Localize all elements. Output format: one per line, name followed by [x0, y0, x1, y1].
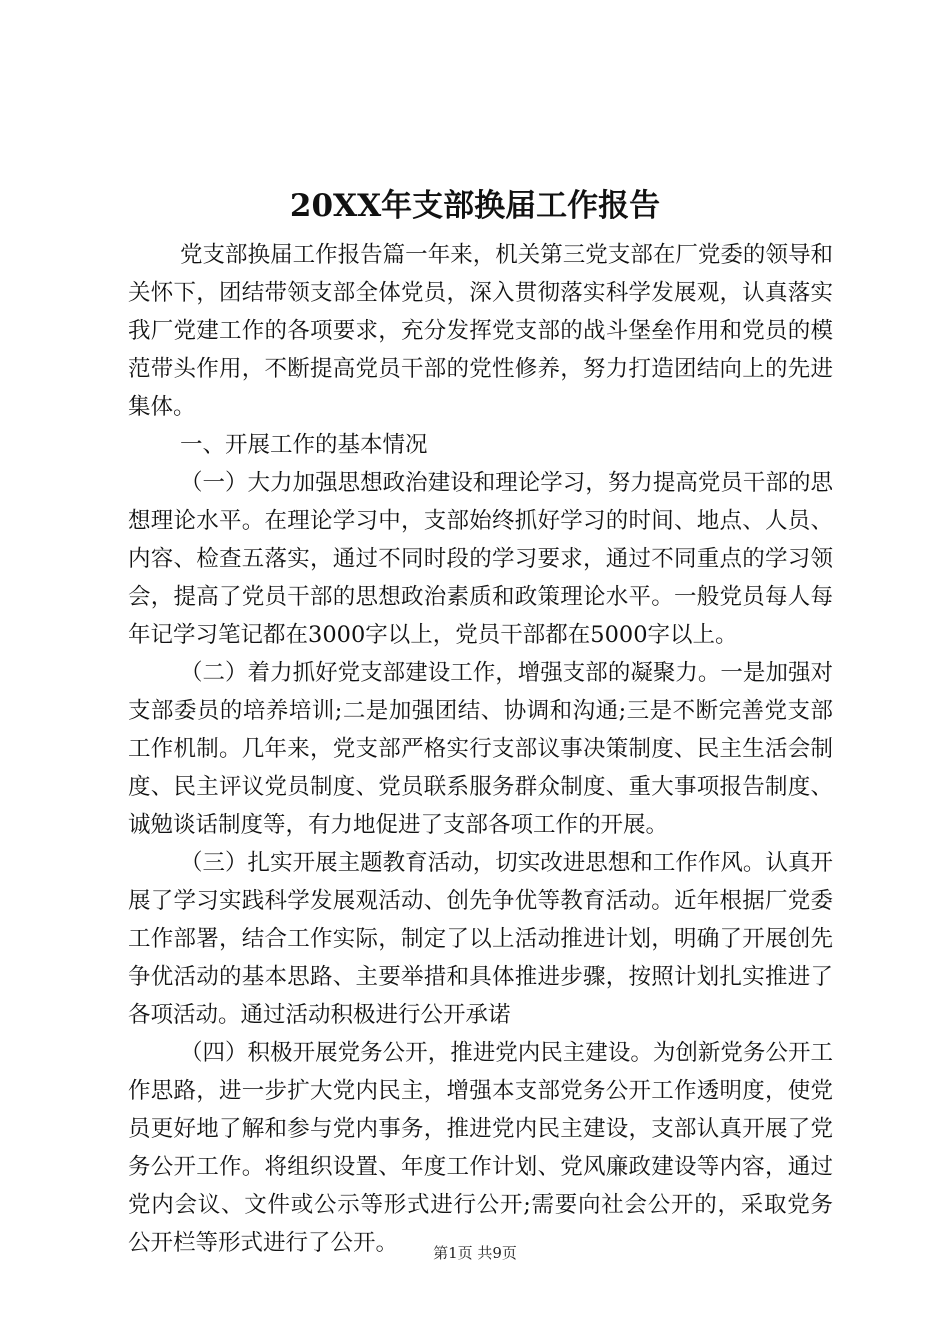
paragraph-intro: 党支部换届工作报告篇一年来，机关第三党支部在厂党委的领导和关怀下，团结带领支部全体党员，深入贯彻落实科学发展观，认真落实我厂党建工作的各项要求，充分发挥党支部的战斗堡垒作用和党员的模范带头作用，不断提高党员干部的党性修养，努力打造团结向上的先进集体。 [128, 242, 833, 420]
page-footer: 第1页 共9页 [433, 1244, 517, 1262]
document-body [128, 236, 833, 1262]
section-heading: 一、开展工作的基本情况 [180, 432, 428, 458]
paragraph-section-1: （一）大力加强思想政治建设和理论学习，努力提高党员干部的思想理论水平。在理论学习中，支部始终抓好学习的时间、地点、人员、内容、检查五落实，通过不同时段的学习要求，通过不同重点的学习领会，提高了党员干部的思想政治素质和政策理论水平。一般党员每人每年记学习笔记都在3000字以上，党员干部都在5000字以上。 [128, 470, 833, 648]
paragraph-section-2: （二）着力抓好党支部建设工作，增强支部的凝聚力。一是加强对支部委员的培养培训;二是加强团结、协调和沟通;三是不断完善党支部工作机制。几年来，党支部严格实行支部议事决策制度、民主生活会制度、民主评议党员制度、党员联系服务群众制度、重大事项报告制度、诚勉谈话制度等，有力地促进了支部各项工作的开展。 [128, 660, 833, 838]
document-title: 20XX年支部换届工作报告 [289, 188, 661, 224]
paragraph-section-4: （四）积极开展党务公开，推进党内民主建设。为创新党务公开工作思路，进一步扩大党内民主，增强本支部党务公开工作透明度，使党员更好地了解和参与党内事务，推进党内民主建设，支部认真开展了党务公开工作。将组织设置、年度工作计划、党风廉政建设等内容，通过党内会议、文件或公示等形式进行公开;需要向社会公开的，采取党务公开栏等形式进行了公开。 [128, 1040, 833, 1256]
paragraph-section-3: （三）扎实开展主题教育活动，切实改进思想和工作作风。认真开展了学习实践科学发展观活动、创先争优等教育活动。近年根据厂党委工作部署，结合工作实际，制定了以上活动推进计划，明确了开展创先争优活动的基本思路、主要举措和具体推进步骤，按照计划扎实推进了各项活动。通过活动积极进行公开承诺 [128, 850, 833, 1028]
